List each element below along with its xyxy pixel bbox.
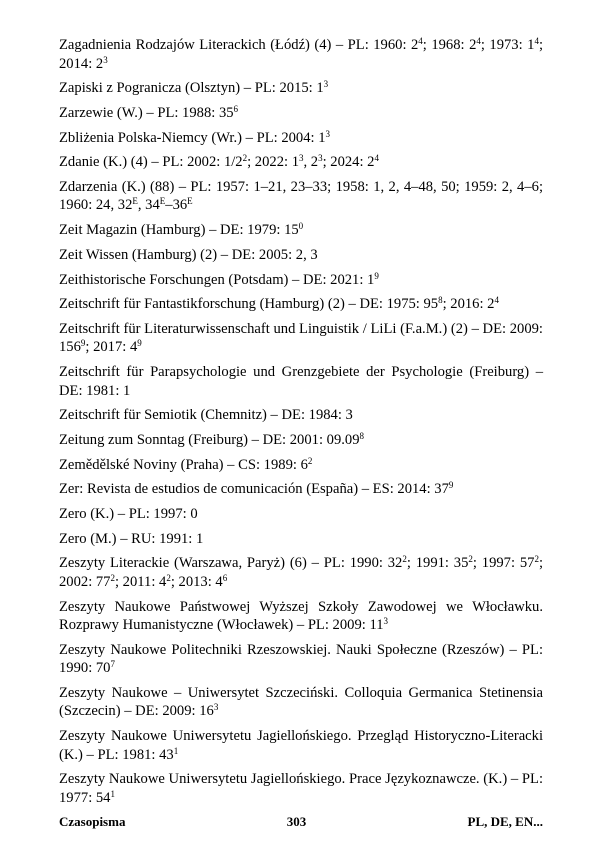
entry-text: , 2 [303,154,319,171]
superscript: 9 [374,270,379,281]
journal-entry [59,36,543,73]
entry-text: Zeitschrift für Parapsychologie und Grenzgebiete der Psychologie (Freiburg) – DE: 1981: 1 [59,364,543,399]
footer-languages: PL, DE, EN... [467,814,543,829]
superscript: 2 [534,554,539,565]
page-footer [59,814,543,830]
entry-text: Zdarzenia (K.) (88) – PL: 1957: 1–21, 23–33; 1958: 1, 2, 4–48, 50; 1959: 2, 4–6; 1960: 24, 32 [59,178,543,214]
superscript: 9 [137,338,142,349]
journal-entry [59,770,543,807]
journal-entry [59,79,543,98]
entry-text: ; 2022: 1 [247,154,299,171]
journal-entry [59,456,543,475]
journal-entry [59,505,543,524]
superscript: 4 [534,36,539,46]
superscript: 2 [110,572,115,583]
superscript: 2 [166,572,171,583]
journal-entry [59,530,543,549]
superscript: 3 [213,702,219,713]
superscript: 3 [383,616,388,627]
entry-text: Zeithistorische Forschungen (Potsdam) – DE: 2021: 1 [59,271,375,288]
entry-text: Zeszyty Naukowe Politechniki Rzeszowskiej. Nauki Społeczne (Rzeszów) – PL: 1990: 70 [59,641,543,677]
page-number: 303 [286,814,307,829]
journal-entry [59,178,543,215]
superscript: 8 [359,430,364,441]
entry-text: ; 1997: 57 [472,555,535,572]
entry-text: Zeitschrift für Literaturwissenschaft und Linguistik / LiLi (F.a.M.) (2) – DE: 2009: 156 [59,320,543,356]
journal-entry [59,104,543,123]
entry-text: ; 1991: 35 [406,555,469,572]
entry-text: Zeitschrift für Semiotik (Chemnitz) – DE: 1984: 3 [59,407,353,424]
superscript: 1 [173,745,179,756]
journal-entry [59,480,543,499]
entry-text: Zeitung zum Sonntag (Freiburg) – DE: 2001: 09.09 [59,431,360,448]
journal-entry [59,641,543,678]
journal-entry [59,598,543,635]
journal-entry [59,246,543,265]
entry-text: Zarzewie (W.) – PL: 1988: 35 [59,104,234,121]
superscript: 9 [80,338,86,349]
superscript: 2 [468,554,473,565]
superscript: 9 [448,480,454,491]
entry-text: Zeszyty Naukowe Uniwersytetu Jagiellońskiego. Przegląd Historyczno-Literacki (K.) – PL: 1981: 43 [59,728,543,763]
superscript: 2 [402,554,407,565]
journal-entry [59,221,543,240]
entry-text: Zeszyty Naukowe Państwowej Wyższej Szkoły Zawodowej we Włocławku. Rozprawy Humanistyczne (Włocławek) – PL: 2009: 11 [59,598,543,634]
journal-entry [59,727,543,764]
superscript: E [159,196,166,207]
superscript: 3 [299,153,304,164]
superscript: E [132,196,138,207]
superscript: 3 [318,153,323,164]
superscript: 3 [103,54,108,65]
journal-entry [59,406,543,425]
entry-text: ; 2013: 4 [170,573,223,590]
entry-text: Zeszyty Naukowe Uniwersytetu Jagiellońskiego. Prace Językoznawcze. (K.) – PL: 1977: 54 [59,771,543,806]
entry-text: Zeszyty Naukowe – Uniwersytet Szczeciński. Colloquia Germanica Stetinensia (Szczecin) – DE: 2009: 16 [59,684,543,720]
footer-section-title: Czasopisma [59,814,126,829]
superscript: 4 [476,36,481,46]
entry-text: Zbliżenia Polska-Niemcy (Wr.) – PL: 2004: 1 [59,129,326,146]
entry-text: –36 [165,197,188,214]
journal-entry [59,684,543,721]
entry-text: ; 2002: 77 [59,555,544,590]
superscript: 2 [307,455,313,466]
entry-text: ; 1968: 2 [422,37,477,53]
superscript: 4 [418,36,423,46]
entry-text: ; 2014: 2 [59,37,544,72]
superscript: 6 [233,103,239,114]
entry-text: Zagadnienia Rodzajów Literackich (Łódź) (4) – PL: 1960: 2 [59,37,419,53]
journal-entry [59,431,543,450]
superscript: 3 [323,79,329,90]
entry-text: Zero (K.) – PL: 1997: 0 [59,506,198,522]
entry-text: Zemědělské Noviny (Praha) – CS: 1989: 6 [59,456,308,473]
entry-list [59,36,543,814]
superscript: 4 [374,153,379,164]
entry-text: Zeit Magazin (Hamburg) – DE: 1979: 15 [59,222,299,239]
superscript: 8 [438,295,443,306]
superscript: 2 [242,153,248,164]
superscript: 1 [110,788,115,799]
journal-entry [59,320,543,357]
superscript: 7 [110,659,115,670]
entry-text: ; 2017: 4 [85,339,138,356]
entry-text: ; 1973: 1 [480,37,535,53]
superscript: 4 [494,295,499,306]
entry-text: , 34 [137,197,160,214]
entry-text: ; 2011: 4 [114,573,167,590]
entry-text: Zero (M.) – RU: 1991: 1 [59,530,204,547]
superscript: E [187,196,193,207]
entry-text: Zapiski z Pogranicza (Olsztyn) – PL: 2015: 1 [59,80,324,97]
superscript: 3 [325,128,331,139]
entry-text: Zdanie (K.) (4) – PL: 2002: 1/2 [59,154,243,171]
entry-text: Zeit Wissen (Hamburg) (2) – DE: 2005: 2, 3 [59,246,318,263]
entry-text: Zeitschrift für Fantastikforschung (Hamburg) (2) – DE: 1975: 95 [59,296,439,313]
entry-text: ; 2016: 2 [442,296,495,313]
journal-entry [59,153,543,172]
entry-text: ; 2024: 2 [322,154,375,171]
journal-entry [59,271,543,290]
journal-entry [59,295,543,314]
superscript: 0 [298,221,304,232]
entry-text: Zer: Revista de estudios de comunicación (España) – ES: 2014: 37 [59,481,449,498]
journal-entry [59,554,543,591]
journal-entry [59,129,543,148]
superscript: 6 [222,572,228,583]
journal-entry [59,363,543,400]
entry-text: Zeszyty Literackie (Warszawa, Paryż) (6) – PL: 1990: 32 [59,555,403,572]
